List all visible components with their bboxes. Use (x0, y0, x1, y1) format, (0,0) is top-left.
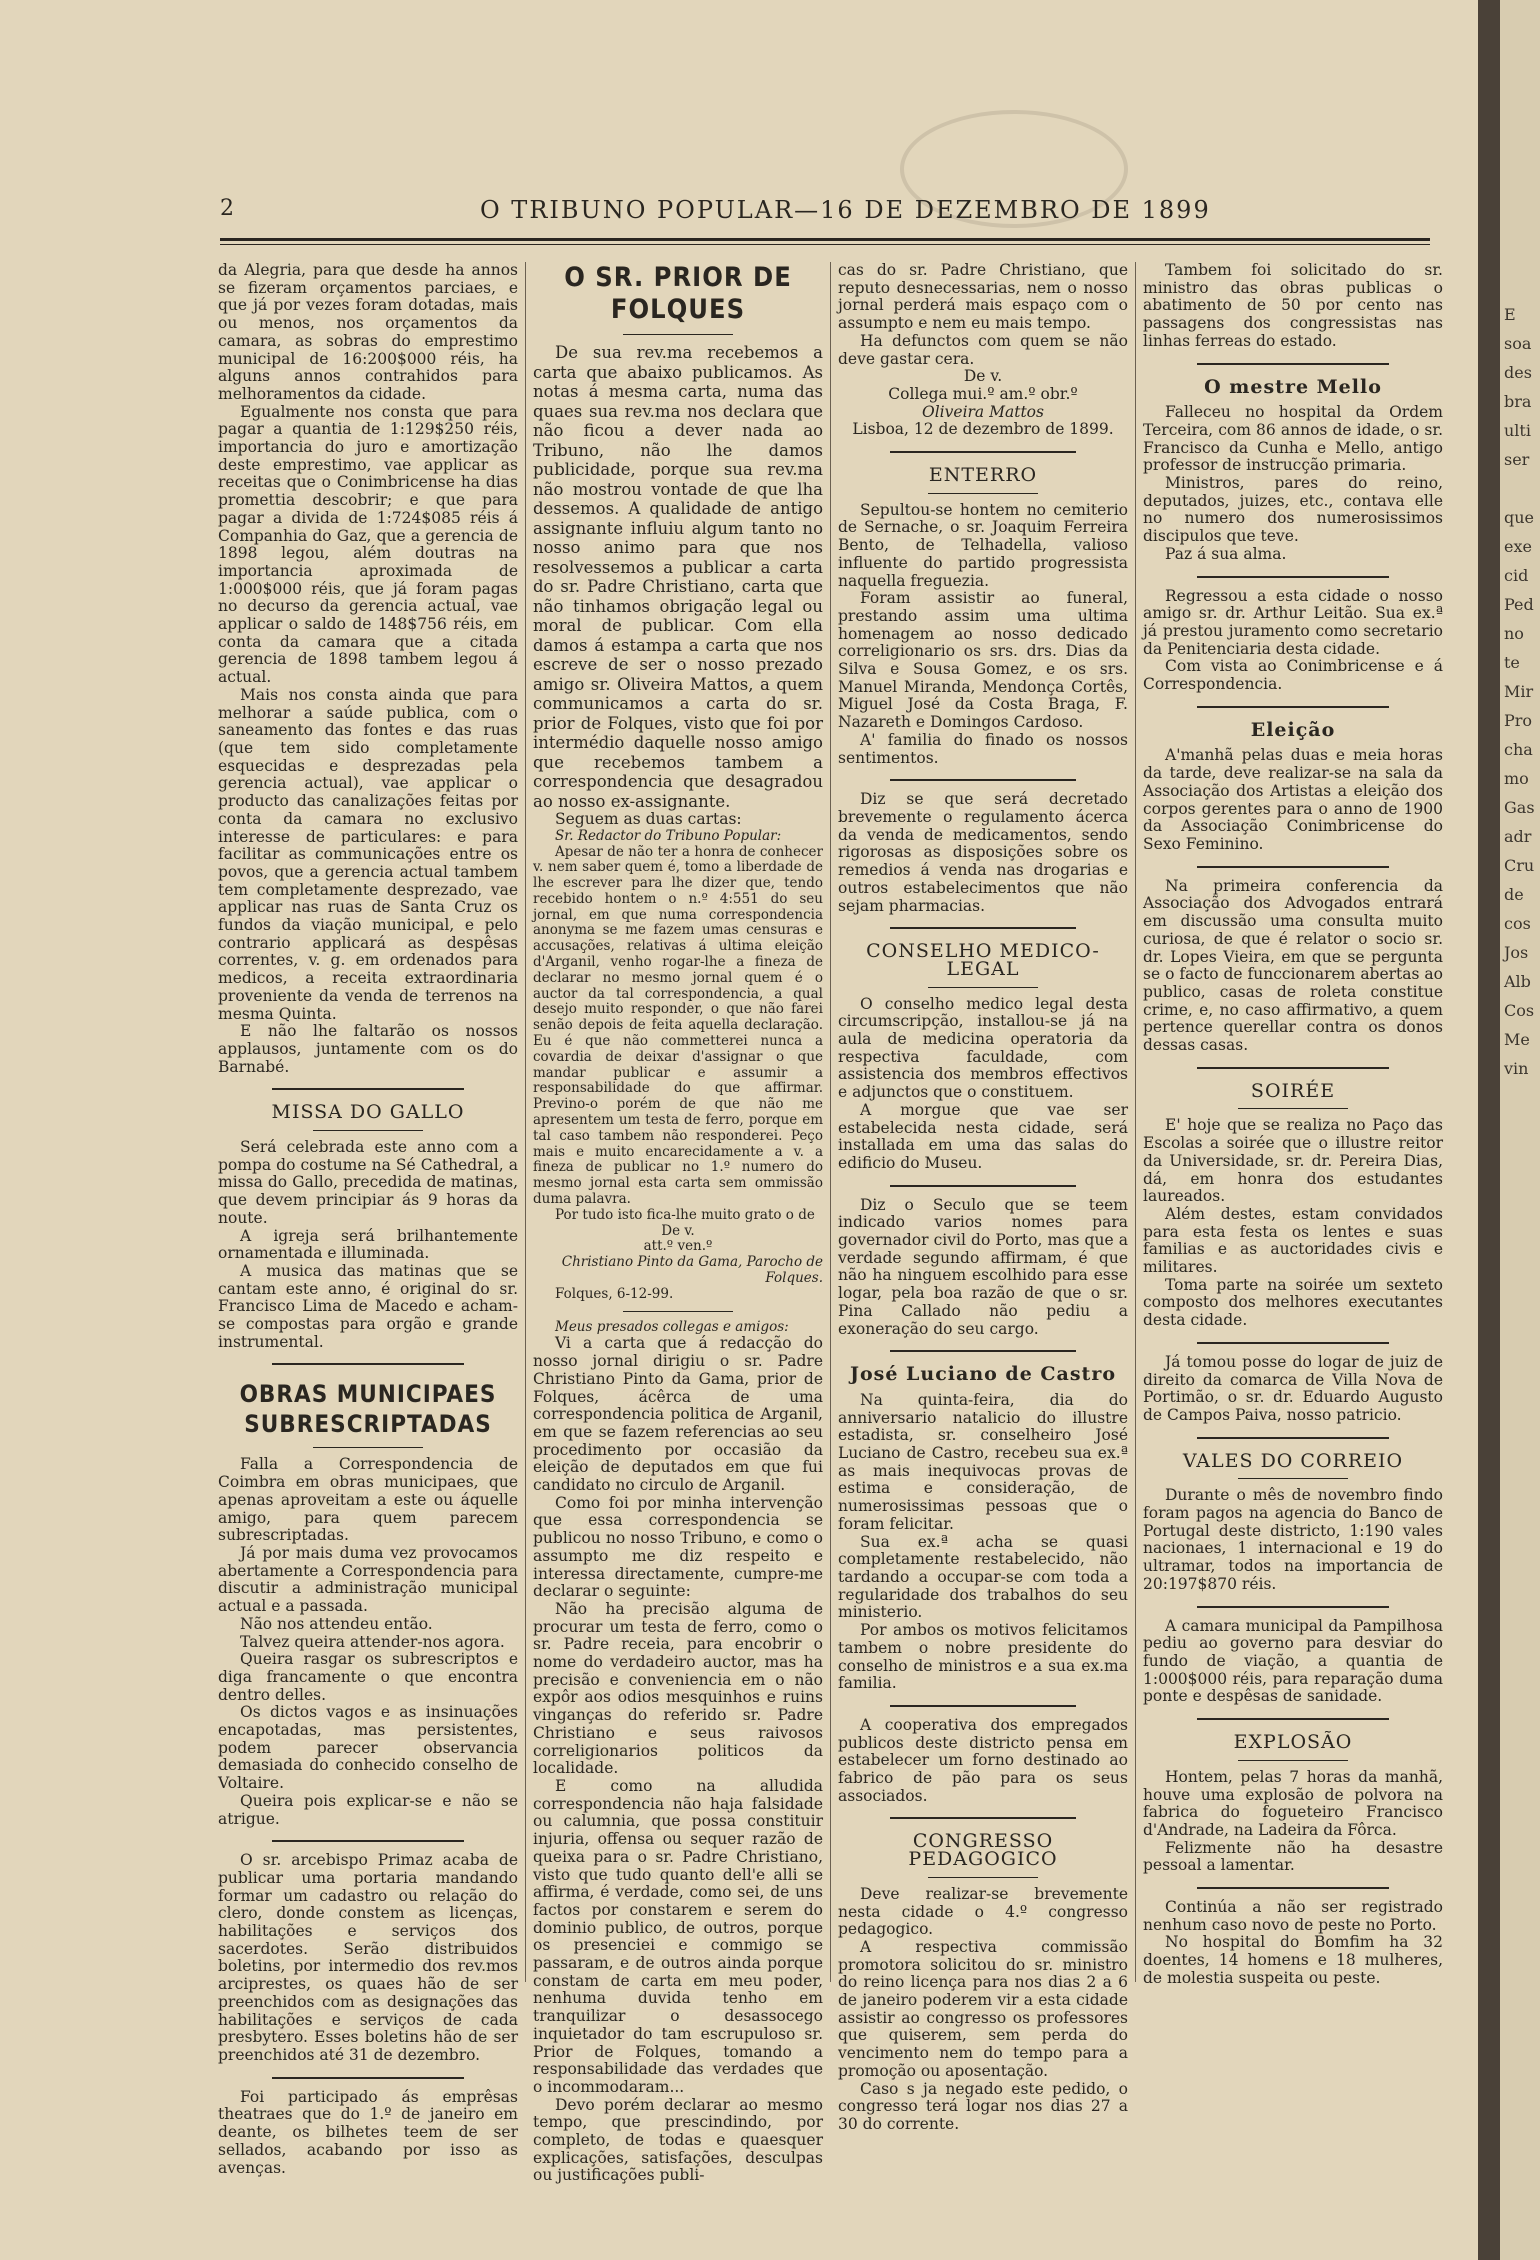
heading-o-mestre-mello: O mestre Mello (1204, 375, 1382, 398)
paragraph: Felizmente não ha desastre pessoal a lamentar. (1143, 1838, 1443, 1875)
paragraph: Falla a Correspondencia de Coimbra em obras municipaes, que apenas aproveitam a este ou áquelle amigo, para quem parecem subrescriptadas. (218, 1455, 518, 1545)
paragraph: De sua rev.ma recebemos a carta que abaixo publicamos. As notas á mesma carta, numa das quaes sua rev.ma nos declara que não ficou a dever nada ao Tribuno, não lhe damos publicidade, porque sua rev.ma não mostrou vontade de que lha dessemos. A qualidade de antigo assignante influiu algum tanto no nosso animo para que nos resolvessemos a publicar a carta do sr. Padre Christiano, carta que não tinhamos obrigação legal ou moral de publicar. Com ella damos á estampa a carta que nos escreve de ser o nosso prezado amigo sr. Oliveira Mattos, a quem communicamos a carta do sr. prior de Folques, visto que foi por intermédio daquelle nosso amigo que recebemos tambem a correspondencia que desagradou ao nosso ex-assignante. (533, 343, 823, 811)
paragraph: Paz á sua alma. (1165, 544, 1287, 563)
paragraph: Seguem as duas cartas: (555, 810, 742, 828)
paragraph: Como foi por minha intervenção que essa correspondencia se publicou no nosso Tribuno, e como o assumpto me diz respeito e interessa directamente, cumpre-me declarar o seguinte: (533, 1493, 823, 1601)
paragraph: Diz se que será decretado brevemente o regulamento ácerca da venda de medicamentos, sendo rigorosas as disposições sobre os remedios á venda nas drogarias e outros estabelecimentos que não sejam pharmacias. (838, 790, 1128, 915)
paragraph: Sepultou-se hontem no cemiterio de Sernache, o sr. Joaquim Ferreira Bento, de Telhadella, valioso influente do partido progressista naquella freguezia. (838, 500, 1128, 590)
header-rule-thin (220, 244, 1430, 245)
short-rule (1238, 1760, 1348, 1761)
heading-eleicao: Eleição (1250, 718, 1336, 741)
paragraph: Egualmente nos consta que para pagar a quantia de 1:129$250 réis, importancia do juro e amortização deste emprestimo, vae applicar as receitas que o Conimbricense ha dias promettia descobrir; e que para pagar a divida de 1:724$085 réis á Companhia do Gaz, que a gerencia de 1898 legou, além doutras na importancia aproximada de 1:000$000 réis, que já foram pagas no decurso da gerencia actual, vae applicar o saldo de 148$756 réis, em conta da camara que a citada gerencia de 1898 tambem legou á actual. (218, 402, 518, 687)
short-rule (928, 987, 1038, 988)
paragraph: Diz o Seculo que se teem indicado varios nomes para governador civil do Porto, mas que a verdade segundo affirmam, é que não ha ninguem escolhido para esse logar, pela boa razão de que o sr. Pina Callado não pediu a exoneração do seu cargo. (838, 1195, 1128, 1338)
short-rule (928, 493, 1038, 494)
heading-soiree: SOIRÉE (1250, 1079, 1336, 1102)
separator (1143, 860, 1443, 872)
heading-explosao: EXPLOSÃO (1233, 1731, 1353, 1754)
separator (1143, 1061, 1443, 1073)
separator (1143, 1336, 1443, 1348)
paragraph: Já tomou posse do logar de juiz de direito da comarca de Villa Nova de Portimão, o sr. dr. Eduardo Augusto de Campos Paiva, nosso patricio. (1143, 1352, 1443, 1424)
column-rule (830, 262, 831, 1982)
paragraph: A cooperativa dos empregados publicos deste districto pensa em estabelecer um forno destinado ao fabrico de pão para os seus associados. (838, 1715, 1128, 1805)
letter-signature: Christiano Pinto da Gama, Parocho de Folques. (561, 1254, 823, 1287)
paragraph: Não ha precisão alguma de procurar um testa de ferro, como o sr. Padre receia, para encobrir o nome do verdadeiro auctor, mas ha precisão e conveniencia em o não expôr aos odios mesquinhos e ruins vinganças do referido sr. Padre Christiano e seus raivosos correligionarios politicos da localidade. (533, 1599, 823, 1778)
column-2 (533, 262, 823, 2185)
separator (1143, 700, 1443, 712)
column-rule (525, 262, 526, 1982)
paragraph: Na quinta-feira, dia do anniversario natalicio do illustre estadista, sr. conselheiro José Luciano de Castro, recebeu sua ex.ª as mais inequivocas provas de estima e consideração, de numerosissimas pessoas que o foram felicitar. (838, 1390, 1128, 1533)
paragraph: Regressou a esta cidade o nosso amigo sr. dr. Arthur Leitão. Sua ex.ª já prestou juramento como secretario da Penitenciaria desta cidade. (1143, 586, 1443, 658)
paragraph: Continúa a não ser registrado nenhum caso novo de peste no Porto. (1143, 1898, 1443, 1934)
paragraph: Na primeira conferencia da Associação dos Advogados entrará em discussão uma consulta muito curiosa, de que é relator o socio sr. dr. Lopes Vieira, em que se pergunta se o facto de funccionarem abertas ao publico, casas de roleta constitue crime, e, no caso affirmativo, a quem pertence querellar contra os donos dessas casas. (1143, 876, 1443, 1055)
separator (1143, 1431, 1443, 1443)
short-rule (313, 1130, 423, 1131)
paragraph: A morgue que vae ser estabelecida nesta cidade, será installada em uma das salas do edificio do Museu. (838, 1100, 1128, 1172)
paragraph: Talvez queira attender-nos agora. (240, 1632, 505, 1651)
heading-congresso-pedagogico: CONGRESSO PEDAGOGICO (908, 1830, 1058, 1871)
page-number: 2 (220, 196, 234, 221)
paragraph: Por ambos os motivos felicitamos tambem o nobre presidente do conselho de ministros e a sua ex.ma familia. (838, 1621, 1128, 1693)
paragraph: A' familia do finado os nossos sentimentos. (838, 730, 1128, 767)
paragraph: Ministros, pares do reino, deputados, juizes, etc., contava elle no numero dos numerosissimos discipulos que teve. (1143, 474, 1443, 546)
paragraph: Hontem, pelas 7 horas da manhã, houve uma explosão de polvora na fabrica do fogueteiro Francisco d'Andrade, na Ladeira da Fôrca. (1143, 1767, 1443, 1839)
heading-enterro: ENTERRO (928, 464, 1038, 487)
paragraph: da Alegria, para que desde ha annos se fizeram orçamentos parciaes, e que já por vezes foram dotadas, mais ou menos, nos orçamentos da camara, as sobras do emprestimo municipal de 16:200$000 réis, ha alguns annos contrahidos para melhoramentos da cidade. (218, 261, 518, 403)
letter-att: att.º ven.º (643, 1238, 713, 1255)
column-1 (218, 262, 518, 2177)
heading-obras-municipaes: OBRAS MUNICIPAES SUBRESCRIPTADAS (239, 1380, 497, 1439)
separator (838, 1699, 1128, 1711)
column-4 (1143, 262, 1443, 1988)
signature-oliveira-mattos: Oliveira Mattos (922, 402, 1044, 421)
separator (838, 445, 1128, 457)
paragraph: Será celebrada este anno com a pompa do costume na Sé Cathedral, a missa do Gallo, precedida de matinas, que devem principiar ás 9 horas da noute. (218, 1138, 518, 1227)
header-rule (220, 238, 1430, 241)
book-spine (1478, 0, 1500, 2260)
paragraph: A'manhã pelas duas e meia horas da tarde, deve realizar-se na sala da Associação dos Artistas a eleição dos corpos gerentes para o anno de 1900 da Associação Conimbricense do Sexo Feminino. (1143, 746, 1443, 853)
paragraph: Falleceu no hospital da Ordem Terceira, com 86 annos de idade, o sr. Francisco da Cunha e Mello, antigo professor de instrucção primaria. (1143, 403, 1443, 475)
masthead: O TRIBUNO POPULAR—16 DE DEZEMBRO DE 1899 (480, 196, 1211, 224)
letter-close: Por tudo isto fica-lhe muito grato o de (555, 1206, 815, 1223)
heading-prior-de-folques: O SR. PRIOR DE FOLQUES (564, 262, 792, 325)
letter-body: Apesar de não ter a honra de conhecer v. nem saber quem é, tomo a liberdade de lhe escrever para lhe dizer que, tendo recebido hontem o n.º 4:551 do seu jornal, em que numa correspondencia anonyma se me fazem umas censuras e accusações, relativas á ultima eleição d'Arganil, venho rogar-lhe a finezа de declarar no mesmo jornal quem é o auctor da tal correspondencia, a qual desejo muito responder, o que não farei senão depois de feita aquella declaração. Eu é que não commetterei nunca a covardia de deixar d'assignar o que mandar publicar e assumir a responsabilidade do que affirmar. Previno-o porém de que não me apresentem um testa de ferro, porque em tal caso tambem não responderei. Peço mais e muito encarecidamente a v. a fineza de publicar no 1.º numero do mesmo jornal esta carta sem ommissão duma palavra. (533, 843, 823, 1208)
column-3 (838, 262, 1128, 2134)
paragraph: A igreja será brilhantemente ornamentada e illuminada. (218, 1226, 518, 1263)
separator (838, 1179, 1128, 1191)
separator (218, 1082, 518, 1094)
letter-place-date: Folques, 6-12-99. (555, 1285, 674, 1302)
closing-dev: De v. (963, 367, 1003, 386)
closing-collega: Collega mui.º am.º obr.º (888, 384, 1078, 403)
next-page-edge-text: E soa des bra ulti ser que exe cid Ped no te Mir Pro cha mo Gas adr Cru de cos Jos Alb Cos Me vin (1504, 305, 1535, 1078)
paragraph: No hospital do Bomfim ha 32 doentes, 14 homens e 18 mulheres, de molestia suspeita ou peste. (1143, 1933, 1443, 1987)
heading-conselho-medico-legal: CONSELHO MEDICO-LEGAL (866, 940, 1100, 980)
paragraph: Foi participado ás emprêsas theatraes que do 1.º de janeiro em deante, os bilhetes teem de ser sellados, acabando por isso as avenças. (218, 2087, 518, 2177)
separator (838, 921, 1128, 933)
letter-dev: De v. (661, 1222, 695, 1239)
short-rule (1238, 1478, 1348, 1479)
separator (1143, 1712, 1443, 1724)
paragraph: Sua ex.ª acha se quasi completamente restabelecido, não tardando a occupar-se com toda a regularidade dos trabalhos do seu ministerio. (838, 1532, 1128, 1622)
paragraph: E não lhe faltarão os nossos applausos, juntamente com os do Barnabé. (218, 1022, 518, 1076)
short-rule (313, 1447, 423, 1448)
paragraph: A musica das matinas que se cantam este anno, é original do sr. Francisco Lima de Macedo e acham-se compostas para orgão e grande instrumental. (218, 1261, 518, 1351)
short-rule (623, 334, 733, 335)
heading-vales-do-correio: VALES DO CORREIO (1182, 1449, 1404, 1472)
separator (218, 2071, 518, 2083)
short-rule (1238, 1108, 1348, 1109)
paragraph: A respectiva commissão promotora solicitou do sr. ministro do reino licença para nos dias 2 a 6 de janeiro poderem vir a esta cidade assistir ao congresso os professores que quiserem, sem perda do vencimento nem do tempo para a promoção ou aposentação. (838, 1937, 1128, 2080)
paragraph: Deve realizar-se brevemente nesta cidade o 4.º congresso pedagogico. (838, 1884, 1128, 1939)
paragraph: Já por mais duma vez provocamos abertamente a Correspondencia para discutir a administração municipal actual e a passada. (218, 1544, 518, 1616)
paragraph: Não nos attendeu então. (240, 1614, 433, 1633)
paragraph: Foram assistir ao funeral, prestando assim uma ultima homenagem ao nosso dedicado correligionario os srs. drs. Dias da Silva e Sousa Gomez, e os srs. Manuel Miranda, Mendonça Cortês, Miguel José da Costa Braga, F. Nazareth e Domingos Cardoso. (838, 589, 1128, 732)
paragraph: Vi a carta que á redacção do nosso jornal dirigiu o sr. Padre Christiano Pinto da Gama, prior de Folques, ácêrca de uma correspondencia politica de Arganil, em que se fazem referencias ao seu procedimento por occasião da eleição de deputados em que fui candidato no circulo de Arganil. (533, 1334, 823, 1495)
paragraph: Mais nos consta ainda que para melhorar a saúde publica, com o saneamento das fontes e das ruas (que tem sido completamente esquecidas e desprezadas pela gerencia actual), vae applicar o producto das canalizações feitas por conta da camara no exclusivo interesse de particulares: e para facilitar as communicações entre os povos, que a gerencia actual tambem tem completamente desprezado, vae applicar nas ruas de Santa Cruz os fundos da viação municipal, e pelo contrario applicará as despêsas correntes, v. g. em ordenados para medicos, a receita extraordinaria proveniente da venda de terrenos na mesma Quinta. (218, 685, 518, 1023)
paragraph: Queira pois explicar-se e não se atrigue. (218, 1791, 518, 1828)
paragraph: O sr. arcebispo Primaz acaba de publicar uma portaria mandando formar um cadastro ou relação do clero, donde constem as licenças, habilitações e serviços dos sacerdotes. Serão distribuidos boletins, por intermedio dos rev.mos arciprestes, os quaes hão de ser preenchidos com as designações das habilitações e serviços de cada presbytero. Esses boletins hão de ser preenchidos até 31 de dezembro. (218, 1851, 518, 2064)
separator (838, 1811, 1128, 1823)
short-rule (928, 1877, 1038, 1878)
next-page-edge (1500, 0, 1540, 2260)
paragraph: Caso s ja negado este pedido, o congresso terá logar nos dias 27 a 30 do corrente. (838, 2079, 1128, 2133)
letter-salutation: Sr. Redactor do Tribuno Popular: (555, 827, 782, 844)
paragraph: A camara municipal da Pampilhosa pediu ao governo para desviar do fundo de viação, a quantia de 1:000$000 réis, para reparação duma ponte e despêsas de sanidade. (1143, 1616, 1443, 1706)
separator (1143, 570, 1443, 582)
separator (1143, 1881, 1443, 1893)
separator (1143, 1600, 1443, 1612)
paragraph: Queira rasgar os subrescriptos e diga francamente o que encontra dentro delles. (218, 1650, 518, 1704)
separator (838, 773, 1128, 785)
paragraph: cas do sr. Padre Christiano, que reputo desnecessarias, nem o nosso jornal perderá mais espaço com o assumpto e nem eu mais tempo. (838, 261, 1128, 333)
paragraph: Além destes, estam convidados para esta festa os lentes e suas familias e as auctoridades civis e militares. (1143, 1204, 1443, 1277)
place-date: Lisboa, 12 de dezembro de 1899. (852, 420, 1114, 439)
paragraph: Toma parte na soirée um sexteto composto dos melhores executantes desta cidade. (1143, 1275, 1443, 1330)
paragraph: E' hoje que se realiza no Paço das Escolas a soirée que o illustre reitor da Universidade, sr. dr. Pereira Dias, dá, em honra dos estudantes laureados. (1143, 1116, 1443, 1206)
paragraph: Os dictos vagos e as insinuações encapotadas, mas persistentes, podem parecer observancia demasiada do conhecido conselho de Voltaire. (218, 1703, 518, 1793)
paragraph: Durante o mês de novembro findo foram pagos na agencia do Banco de Portugal deste districto, 1:190 vales nacionaes, 1 internacional e 19 do ultramar, todos na importancia de 20:197$870 réis. (1143, 1486, 1443, 1593)
paragraph: Devo porém declarar ao mesmo tempo, que prescindindo, por completo, de todas e quaesquer explicações, satisfações, desculpas ou justificações publi- (533, 2095, 823, 2185)
letter-salutation-2: Meus presados collegas e amigos: (555, 1318, 789, 1335)
paragraph: Tambem foi solicitado do sr. ministro das obras publicas o abatimento de 50 por cento nas passagens dos congressistas nas linhas ferreas do estado. (1143, 261, 1443, 350)
paragraph: Com vista ao Conimbricense e á Correspondencia. (1143, 657, 1443, 694)
column-rule (1135, 262, 1136, 1982)
heading-jose-luciano-de-castro: José Luciano de Castro (849, 1363, 1116, 1386)
separator (218, 1357, 518, 1369)
page-header (220, 196, 1430, 226)
paragraph: Ha defunctos com quem se não deve gastar cera. (838, 331, 1128, 368)
paragraph: O conselho medico legal desta circumscripção, installou-se já na aula de medicina operatoria da respectiva faculdade, com assistencia dos membros effectivos e adjunctos que o constituem. (838, 994, 1128, 1102)
paragraph: E como na alludida correspondencia não haja falsidade ou calumnia, que possa constituir injuria, offensa ou sequer razão de queixa para o sr. Padre Christiano, visto que tudo quanto dell'e alli se affirma, é verdade, como sei, de uns factos por constarem e serem do dominio publico, de outros, porque os presenciei e commigo se passaram, e de outros ainda porque constam de carta em meu poder, nenhuma duvida tenho em tranquilizar o desassocego inquietador do tam escrupuloso sr. Prior de Folques, tomando a responsabilidade das verdades que o incommodaram... (533, 1776, 823, 2096)
separator (838, 1344, 1128, 1356)
heading-missa-do-gallo: MISSA DO GALLO (271, 1101, 465, 1124)
separator (1143, 357, 1443, 369)
short-rule (623, 1311, 733, 1312)
separator (218, 1834, 518, 1846)
